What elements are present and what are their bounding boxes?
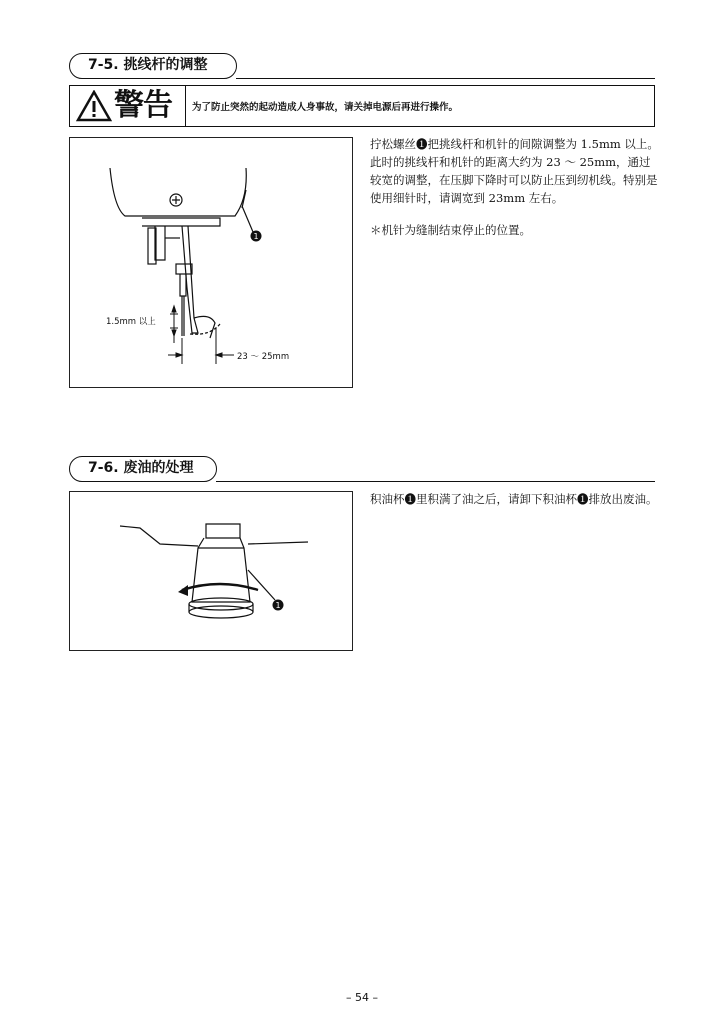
thread-take-up-illustration: [70, 138, 354, 389]
section-title-7-6: 7-6. 废油的处理: [69, 456, 217, 482]
section-rule: [216, 481, 655, 482]
oil-cup-figure: [69, 491, 353, 651]
warning-triangle-icon: [76, 90, 112, 122]
section2-body: [370, 490, 662, 508]
warning-label: 警告: [114, 88, 172, 123]
thread-take-up-figure: [69, 137, 353, 388]
section1-para1: 拧松螺丝❶把挑线杆和机针的间隙调整为 1.5mm 以上。: [370, 137, 659, 151]
warning-text: 为了防止突然的起动造成人身事故，请关掉电源后再进行操作。: [192, 102, 459, 113]
warning-box: [69, 85, 655, 127]
svg-text:1: 1: [275, 601, 281, 610]
section-rule: [236, 78, 655, 79]
page-number: – 54 –: [346, 991, 378, 1004]
section2-para1: 积油杯❶里积满了油之后，请卸下积油杯❶排放出废油。: [370, 492, 658, 506]
section1-note: ＊机针为缝制结束停止的位置。: [370, 223, 531, 237]
svg-text:1: 1: [253, 232, 259, 241]
section1-body: [370, 135, 662, 239]
section-title-7-5: 7-5. 挑线杆的调整: [69, 53, 237, 79]
section1-para2: 此时的挑线杆和机针的距离大约为 23 ～ 25mm，通过较宽的调整，在压脚下降时可以防止压到纫机线。特别是使用细针时，请调宽到 23mm 左右。: [370, 155, 658, 205]
oil-cup-illustration: [70, 492, 354, 652]
warning-header: [70, 86, 186, 126]
distance-dimension-label: 23 ～ 25mm: [237, 352, 290, 362]
gap-dimension-label: 1.5mm 以上: [106, 317, 156, 327]
rotation-arrow-icon: [178, 585, 188, 596]
